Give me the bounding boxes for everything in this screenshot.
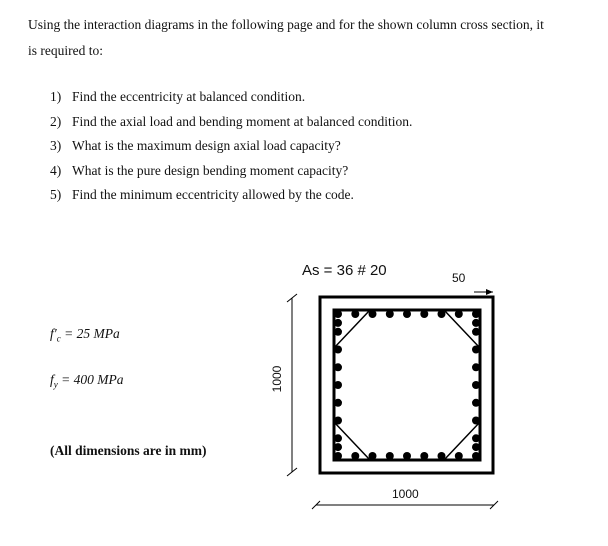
rebar-dot	[369, 452, 377, 460]
height-dimension-label: 1000	[270, 365, 284, 393]
rebar-dot	[472, 417, 480, 425]
rebar-dot	[472, 399, 480, 407]
rebar-dot	[472, 346, 480, 354]
rebar-dot	[351, 452, 359, 460]
rebar-dot	[455, 452, 463, 460]
steel-area-label: As = 36 # 20	[302, 262, 387, 279]
rebar-dot	[420, 310, 428, 318]
rebar-dot	[334, 452, 342, 460]
rebar-dot	[334, 319, 342, 327]
rebar-dot	[334, 434, 342, 442]
rebar-dot	[334, 381, 342, 389]
rebar-dot	[351, 310, 359, 318]
rebar-dot	[472, 319, 480, 327]
outer-tie	[334, 310, 480, 460]
rebar-dot	[472, 452, 480, 460]
rebar-dot	[334, 399, 342, 407]
rebar-dot	[438, 452, 446, 460]
concrete-strength: $f'_c = 25$ MPa	[50, 326, 120, 344]
rebar-dot	[403, 310, 411, 318]
rebar-dot	[472, 434, 480, 442]
rebar-dot	[472, 443, 480, 451]
rebar-dot	[334, 328, 342, 336]
rebar-dot	[472, 381, 480, 389]
rebar-dot	[334, 443, 342, 451]
width-dimension-label: 1000	[392, 487, 419, 501]
task-item: 1) Find the eccentricity at balanced condition.	[50, 89, 306, 104]
rebar-group	[334, 310, 480, 460]
column-outline	[320, 297, 493, 473]
rebar-dot	[334, 363, 342, 371]
rebar-dot	[386, 452, 394, 460]
rebar-dot	[472, 328, 480, 336]
rebar-dot	[386, 310, 394, 318]
steel-yield-strength: $f_y = 400$ MPa	[50, 372, 124, 390]
dimensions-note: (All dimensions are in mm)	[50, 443, 207, 458]
rebar-dot	[472, 363, 480, 371]
rebar-dot	[420, 452, 428, 460]
rebar-dot	[438, 310, 446, 318]
rebar-dot	[403, 452, 411, 460]
intro-line-1: Using the interaction diagrams in the following page and for the shown column cross section, it	[28, 17, 544, 32]
task-item: 2) Find the axial load and bending moment at balanced condition.	[50, 113, 413, 129]
rebar-dot	[369, 310, 377, 318]
intro-line-2: is required to:	[28, 43, 103, 58]
rebar-dot	[334, 310, 342, 318]
task-item: 3) What is the maximum design axial load capacity?	[50, 138, 341, 153]
rebar-dot	[334, 417, 342, 425]
rebar-dot	[455, 310, 463, 318]
task-item: 4) What is the pure design bending moment capacity?	[50, 162, 349, 178]
cover-dimension-label: 50	[452, 271, 466, 285]
cover-arrow	[486, 289, 493, 295]
rebar-dot	[334, 346, 342, 354]
rebar-dot	[472, 310, 480, 318]
task-item: 5) Find the minimum eccentricity allowed by the code.	[50, 187, 354, 202]
octagonal-tie	[334, 310, 480, 460]
